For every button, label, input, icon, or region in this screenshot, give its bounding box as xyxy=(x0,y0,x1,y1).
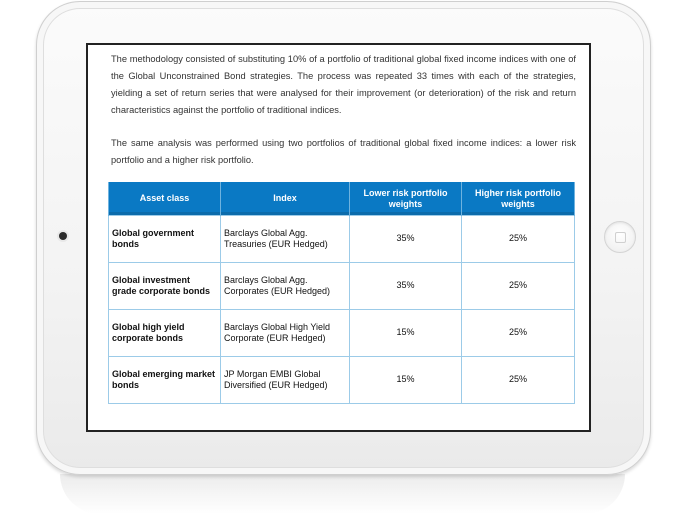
header-index: Index xyxy=(221,182,350,216)
camera-icon xyxy=(59,232,67,240)
analysis-paragraph: The same analysis was performed using two portfolios of traditional global fixed income indices: a lower risk portfolio and a higher risk portfolio. xyxy=(111,138,576,165)
lower-weight-cell: 15% xyxy=(350,310,462,357)
table-header-row xyxy=(109,182,575,216)
higher-weight-cell: 25% xyxy=(462,357,575,404)
table-row xyxy=(109,263,575,310)
table-row xyxy=(109,310,575,357)
asset-class-cell: Global investment grade corporate bonds xyxy=(109,263,221,310)
lower-weight-cell: 35% xyxy=(350,216,462,263)
header-higher-risk-weights: Higher risk portfolio weights xyxy=(462,182,575,216)
index-cell: Barclays Global High Yield Corporate (EUR Hedged) xyxy=(221,310,350,357)
home-button[interactable] xyxy=(604,221,636,253)
asset-class-cell: Global government bonds xyxy=(109,216,221,263)
higher-weight-cell: 25% xyxy=(462,263,575,310)
lower-weight-cell: 15% xyxy=(350,357,462,404)
device-reflection xyxy=(60,474,625,514)
header-lower-risk-weights: Lower risk portfolio weights xyxy=(350,182,462,216)
index-cell: Barclays Global Agg. Corporates (EUR Hedged) xyxy=(221,263,350,310)
header-asset-class: Asset class xyxy=(109,182,221,216)
asset-class-cell: Global high yield corporate bonds xyxy=(109,310,221,357)
portfolio-weights-table xyxy=(108,182,575,404)
index-cell: Barclays Global Agg. Treasuries (EUR Hedged) xyxy=(221,216,350,263)
index-cell: JP Morgan EMBI Global Diversified (EUR Hedged) xyxy=(221,357,350,404)
lower-weight-cell: 35% xyxy=(350,263,462,310)
table-row xyxy=(109,216,575,263)
table-row xyxy=(109,357,575,404)
higher-weight-cell: 25% xyxy=(462,216,575,263)
document-screen xyxy=(86,43,591,432)
asset-class-cell: Global emerging market bonds xyxy=(109,357,221,404)
home-square-icon xyxy=(615,232,626,243)
higher-weight-cell: 25% xyxy=(462,310,575,357)
methodology-paragraph: The methodology consisted of substituting 10% of a portfolio of traditional global fixed income indices with one of the Global Unconstrained Bond strategies. The process was repeated 33 times with each of the strategies, yielding a set of return series that were analysed for their improvement (or deterioration) of the risk and return characteristics against the portfolio of traditional indices. xyxy=(111,54,576,115)
